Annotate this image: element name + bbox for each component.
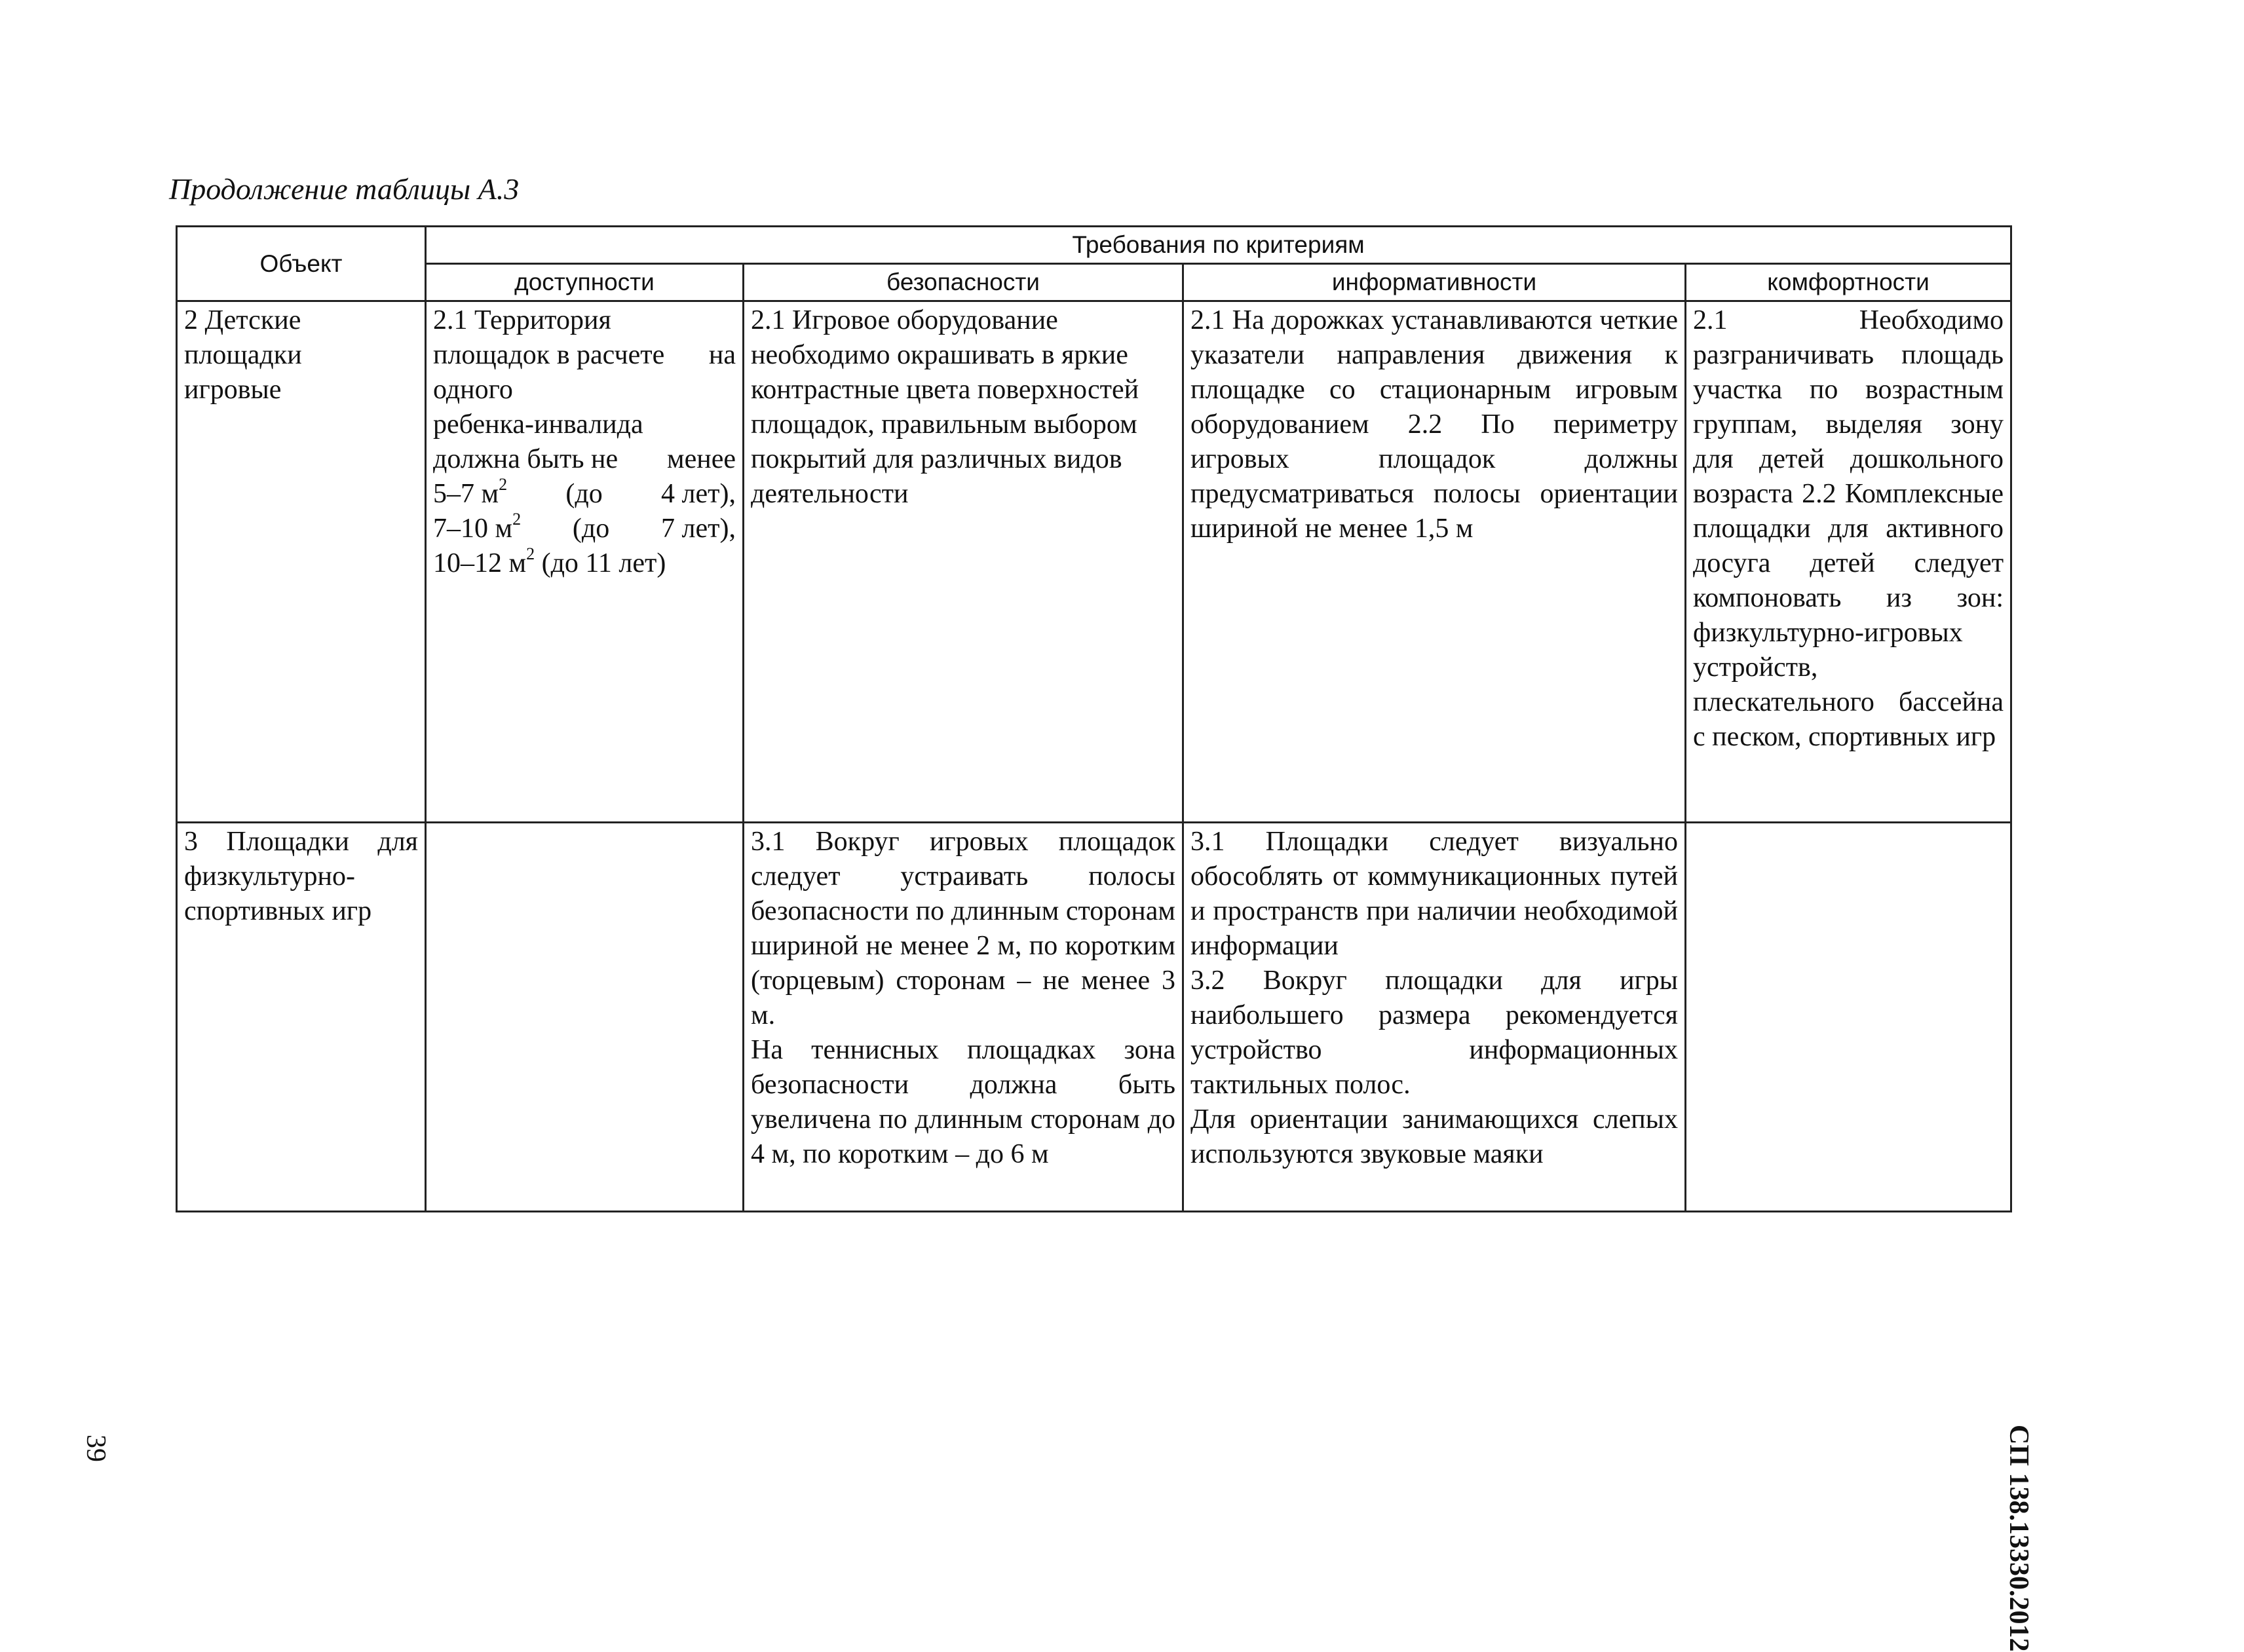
cell-text: 3.2 Вокруг площадки для игры наибольшего размера рекомендуется устройство информационных тактильных полос.: [1190, 966, 1678, 1100]
cell-object: [177, 301, 426, 823]
document-code: СП 138.13330.2012: [2004, 1425, 2034, 1652]
text-line: ребенка-инвалида: [433, 409, 643, 440]
cell-text: Для ориентации занимающихся слепых используются звуковые маяки: [1190, 1104, 1678, 1169]
header-accessibility: доступности: [426, 264, 744, 301]
text-line: 2.1 Территория: [433, 305, 611, 335]
requirements-table: [176, 225, 2012, 1212]
header-row-columns: [177, 264, 2011, 301]
text-fragment: (до 11 лет): [541, 548, 666, 578]
area-line: [433, 477, 736, 512]
header-object: Объект: [177, 227, 426, 301]
text-line: [433, 442, 736, 477]
area-range: 10–12 $м^2$: [433, 544, 535, 578]
cell-text: 3.1 Вокруг игровых площадок следует устраивать полосы безопасности по длинным сторонам шириной не менее 2 м, по коротким (торцевым) сторонам – не менее 3 м.: [751, 827, 1175, 1030]
header-comfort: комфортности: [1686, 264, 2011, 301]
text-fragment: должна быть не: [433, 444, 618, 474]
cell-text: 3.1 Площадки следует визуально обособлять от коммуникационных путей и пространств при наличии необходимой информации: [1190, 827, 1678, 961]
table-row: [177, 823, 2011, 1212]
object-line: 2 Детские: [184, 305, 301, 335]
text-fragment: (до: [565, 479, 603, 509]
text-fragment: (до: [572, 514, 610, 544]
cell-accessibility: [426, 301, 744, 823]
text-fragment: на: [708, 340, 736, 370]
area-range: 7–10 $м^2$: [433, 510, 522, 544]
cell-information: [1183, 823, 1686, 1212]
cell-text: 3 Площадки для физкультурно-спортивных игр: [184, 827, 418, 926]
text-line: одного: [433, 375, 513, 405]
cell-information: [1183, 301, 1686, 823]
cell-text: На теннисных площадках зона безопасности должна быть увеличена по длинным сторонам до 4 м, по коротким – до 6 м: [751, 1035, 1175, 1169]
header-safety: безопасности: [744, 264, 1183, 301]
area-exponent: 2: [526, 544, 535, 563]
area-range: 5–7 $м^2$: [433, 475, 508, 509]
cell-object: [177, 823, 426, 1212]
object-line: площадки: [184, 340, 302, 370]
header-information: информативности: [1183, 264, 1686, 301]
text-line: [433, 338, 736, 373]
cell-text: 2.1 Необходимо разграничивать площадь участка по возрастным группам, выделяя зону для детей дошкольного возраста 2.2 Комплексные площадки для активного досуга детей следует компоновать из зон: физкультурно-игровых устройств, плескательного бассейна с песком, спортивных игр: [1693, 305, 2004, 752]
cell-comfort: [1686, 301, 2011, 823]
area-exponent: 2: [499, 475, 508, 494]
cell-text: 2.1 Игровое оборудование необходимо окрашивать в яркие контрастные цвета поверхностей площадок, правильным выбором покрытий для различных видов деятельности: [751, 305, 1139, 509]
area-exponent: 2: [512, 510, 522, 529]
header-row-group: [177, 227, 2011, 264]
cell-text: 2.1 На дорожках устанавливаются четкие указатели направления движения к площадке со стационарным игровым оборудованием 2.2 По периметру игровых площадок должны предусматриваться полосы ориентации шириной не менее 1,5 м: [1190, 305, 1678, 544]
area-line: [433, 546, 736, 581]
page-number: 39: [81, 1435, 111, 1462]
header-requirements: Требования по критериям: [426, 227, 2011, 264]
cell-comfort: [1686, 823, 2011, 1212]
area-line: [433, 512, 736, 546]
cell-safety: [744, 823, 1183, 1212]
cell-safety: [744, 301, 1183, 823]
text-fragment: площадок в расчете: [433, 340, 665, 370]
object-line: игровые: [184, 375, 282, 405]
cell-accessibility: [426, 823, 744, 1212]
table-row: [177, 301, 2011, 823]
text-fragment: 4 лет),: [661, 479, 736, 509]
table-caption: Продолжение таблицы А.3: [169, 172, 520, 206]
text-fragment: 7 лет),: [661, 514, 736, 544]
text-fragment: менее: [667, 444, 736, 474]
